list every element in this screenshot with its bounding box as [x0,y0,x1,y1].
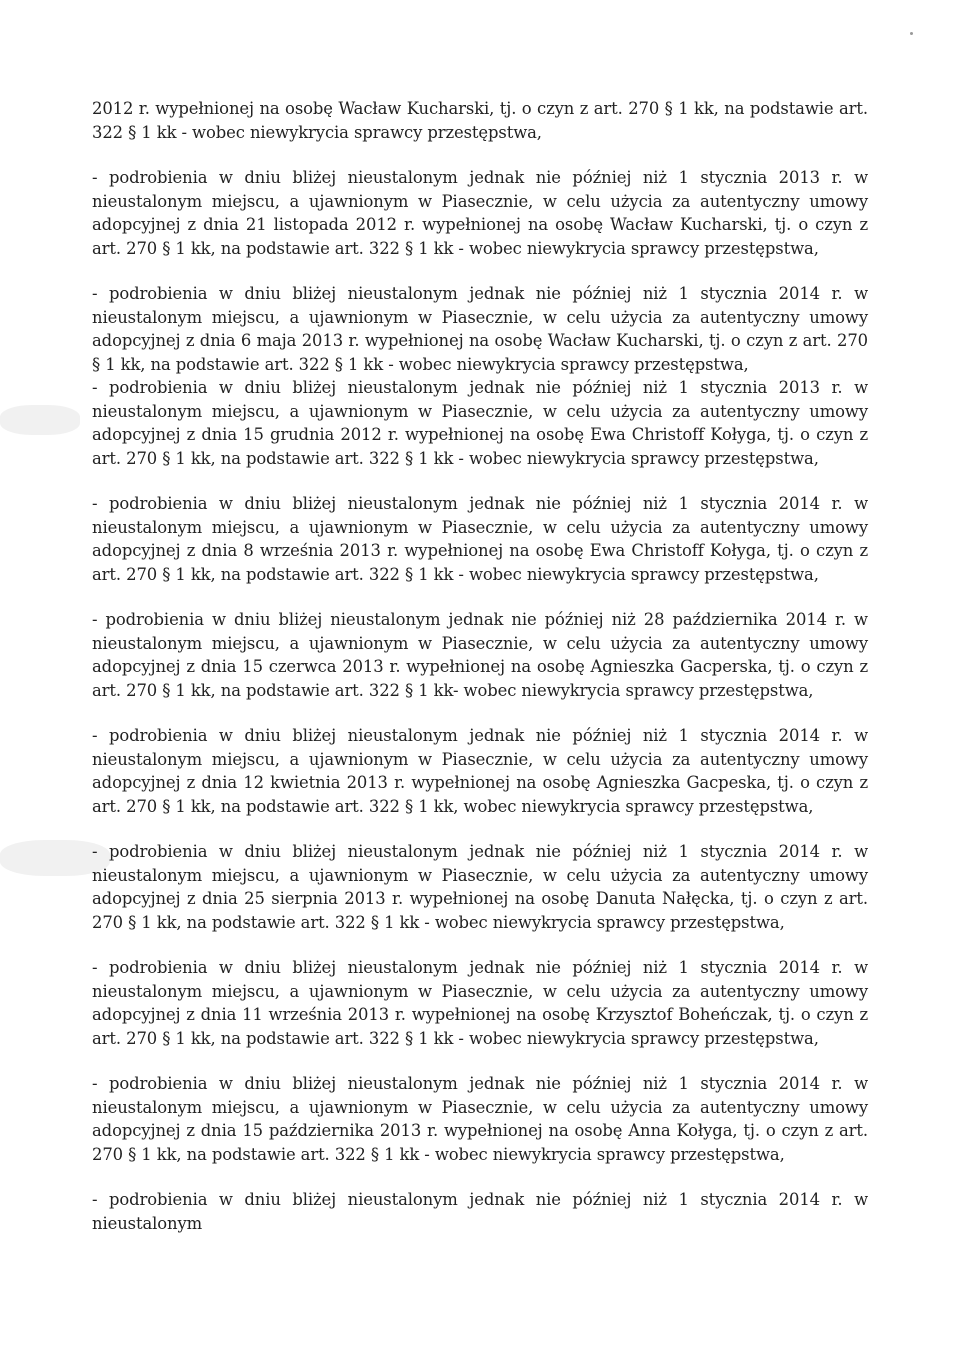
document-body [92,97,868,1235]
paragraph-6: - podrobienia w dniu bliżej nieustalonym jednak nie później niż 28 października 2014 r. w nieustalonym miejscu, a ujawnionym w Piasecznie, w celu użycia za autentyczny umowy adopcyjnej z dnia 15 czerwca 2013 r. wypełnionej na osobę Agnieszka Gacperska, tj. o czyn z art. 270 § 1 kk, na podstawie art. 322 § 1 kk- wobec niewykrycia sprawcy przestępstwa, [92,610,868,700]
paragraph-4: - podrobienia w dniu bliżej nieustalonym jednak nie później niż 1 stycznia 2013 r. w nieustalonym miejscu, a ujawnionym w Piasecznie, w celu użycia za autentyczny umowy adopcyjnej z dnia 15 grudnia 2012 r. wypełnionej na osobę Ewa Christoff Kołyga, tj. o czyn z art. 270 § 1 kk, na podstawie art. 322 § 1 kk - wobec niewykrycia sprawcy przestępstwa, [92,378,868,468]
paragraph-2: - podrobienia w dniu bliżej nieustalonym jednak nie później niż 1 stycznia 2013 r. w nieustalonym miejscu, a ujawnionym w Piasecznie, w celu użycia za autentyczny umowy adopcyjnej z dnia 21 listopada 2012 r. wypełnionej na osobę Wacław Kucharski, tj. o czyn z art. 270 § 1 kk, na podstawie art. 322 § 1 kk - wobec niewykrycia sprawcy przestępstwa, [92,168,868,258]
paragraph-1: 2012 r. wypełnionej na osobę Wacław Kucharski, tj. o czyn z art. 270 § 1 kk, na podstawie art. 322 § 1 kk - wobec niewykrycia sprawcy przestępstwa, [92,99,868,142]
paragraph-10: - podrobienia w dniu bliżej nieustalonym jednak nie później niż 1 stycznia 2014 r. w nieustalonym miejscu, a ujawnionym w Piasecznie, w celu użycia za autentyczny umowy adopcyjnej z dnia 15 października 2013 r. wypełnionej na osobę Anna Kołyga, tj. o czyn z art. 270 § 1 kk, na podstawie art. 322 § 1 kk - wobec niewykrycia sprawcy przestępstwa, [92,1074,868,1164]
paragraph-7: - podrobienia w dniu bliżej nieustalonym jednak nie później niż 1 stycznia 2014 r. w nieustalonym miejscu, a ujawnionym w Piasecznie, w celu użycia za autentyczny umowy adopcyjnej z dnia 12 kwietnia 2013 r. wypełnionej na osobę Agnieszka Gacpeska, tj. o czyn z art. 270 § 1 kk, na podstawie art. 322 § 1 kk, wobec niewykrycia sprawcy przestępstwa, [92,726,868,816]
scan-speck [910,32,913,35]
paragraph-3: - podrobienia w dniu bliżej nieustalonym jednak nie później niż 1 stycznia 2014 r. w nieustalonym miejscu, a ujawnionym w Piasecznie, w celu użycia za autentyczny umowy adopcyjnej z dnia 6 maja 2013 r. wypełnionej na osobę Wacław Kucharski, tj. o czyn z art. 270 § 1 kk, na podstawie art. 322 § 1 kk - wobec niewykrycia sprawcy przestępstwa, [92,284,868,374]
paragraph-11: - podrobienia w dniu bliżej nieustalonym jednak nie później niż 1 stycznia 2014 r. w nieustalonym [92,1190,868,1233]
scan-smudge [0,405,80,435]
paragraph-5: - podrobienia w dniu bliżej nieustalonym jednak nie później niż 1 stycznia 2014 r. w nieustalonym miejscu, a ujawnionym w Piasecznie, w celu użycia za autentyczny umowy adopcyjnej z dnia 8 września 2013 r. wypełnionej na osobę Ewa Christoff Kołyga, tj. o czyn z art. 270 § 1 kk, na podstawie art. 322 § 1 kk - wobec niewykrycia sprawcy przestępstwa, [92,494,868,584]
paragraph-8: - podrobienia w dniu bliżej nieustalonym jednak nie później niż 1 stycznia 2014 r. w nieustalonym miejscu, a ujawnionym w Piasecznie, w celu użycia za autentyczny umowy adopcyjnej z dnia 25 sierpnia 2013 r. wypełnionej na osobę Danuta Nałęcka, tj. o czyn z art. 270 § 1 kk, na podstawie art. 322 § 1 kk - wobec niewykrycia sprawcy przestępstwa, [92,842,868,932]
paragraph-9: - podrobienia w dniu bliżej nieustalonym jednak nie później niż 1 stycznia 2014 r. w nieustalonym miejscu, a ujawnionym w Piasecznie, w celu użycia za autentyczny umowy adopcyjnej z dnia 11 września 2013 r. wypełnionej na osobę Krzysztof Boheńczak, tj. o czyn z art. 270 § 1 kk, na podstawie art. 322 § 1 kk - wobec niewykrycia sprawcy przestępstwa, [92,958,868,1048]
